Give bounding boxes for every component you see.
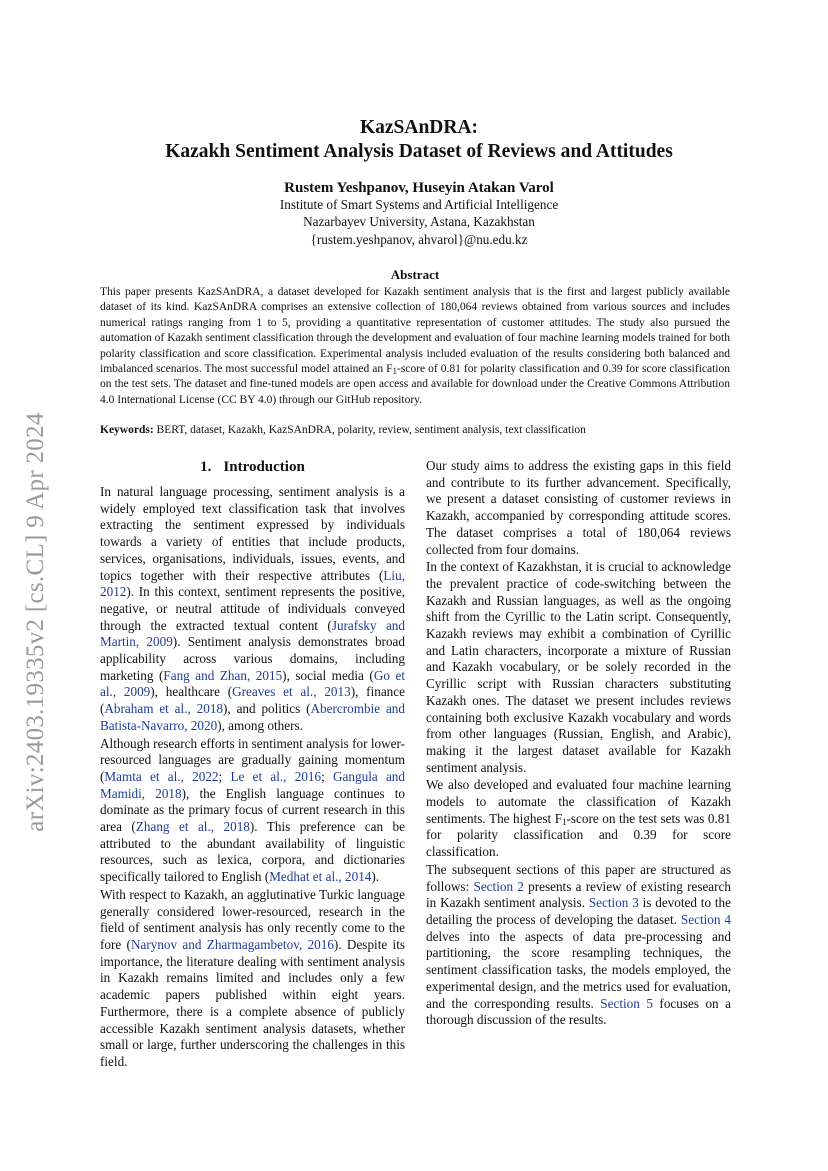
intro-paragraph-3 [100,887,405,1071]
affiliation-emails: {rustem.yeshpanov, ahvarol}@nu.edu.kz [310,231,528,247]
citation-link[interactable]: Abercrombie and Batista-Navarro, 2020 [100,701,405,733]
paper-title [60,116,778,164]
text-run: is devoted to the detailing the process of developing the dataset. [426,895,731,927]
text-run: -score on the test sets was 0.81 for polarity classification and 0.39 for score classification. [426,810,731,860]
text-run: ). [371,869,380,885]
affiliation-university: Nazarbayev University, Astana, Kazakhstan [303,214,535,230]
text-run: ). In this context, sentiment represents the positive, negative, or neutral attitude of individuals conveyed through the extracted textual content ( [100,584,405,633]
section-heading [100,458,405,476]
intro-paragraph-4: Our study aims to address the existing gaps in this field and contribute to its further advancement. Specifically, we present a dataset consisting of customer reviews in Kazakh, accompanied by corresponding attitude scores. The dataset comprises a total of 180,064 reviews collected from four domains. [426,458,731,557]
text-run: ), social media ( [282,667,374,683]
text-run: ). Despite its importance, the literature dealing with sentiment analysis in Kazakh remains limited and includes only a few academic papers published within eight years. Furthermore, there is a complete absence of publicly accessible Kazakh sentiment analysis datasets, whether small or large, further underscoring the challenges in this field. [100,936,405,1069]
keywords-label: Keywords: [100,424,154,436]
citation-link[interactable]: Mamta et al., 2022 [104,768,219,784]
arxiv-stamp-text: arXiv:2403.19335v2 [cs.CL] 9 Apr 2024 [22,412,49,832]
citation-link[interactable]: Medhat et al., 2014 [269,869,372,885]
intro-paragraph-2 [100,736,405,886]
citation-link[interactable]: Zhang et al., 2018 [135,819,250,835]
text-run: ; [321,768,334,784]
keywords-text: BERT, dataset, Kazakh, KazSAnDRA, polarity, review, sentiment analysis, text classification [153,424,586,436]
left-column [100,458,405,1072]
abstract-subscript: 1 [392,366,398,377]
text-run: With respect to Kazakh, an agglutinative Turkic language generally considered lower-resourced, research in the field of sentiment analysis has only recently come to the fore ( [100,886,405,952]
intro-paragraph-5: In the context of Kazakhstan, it is crucial to acknowledge the prevalent practice of code-switching between the Kazakh and Russian languages, as well as the ongoing shift from the Cyrillic to the Latin script. Consequently, Kazakh reviews may exhibit a combination of Cyrillic and Latin characters, incorporate a mixture of Russian and Kazakh vocabulary, or be solely recorded in the Cyrillic script with Russian characters substituting Kazakh ones. The dataset we present includes reviews containing both exclusive Kazakh vocabulary and words from other languages (Russian, English, and Arabic), making it the largest dataset available for Kazakh sentiment analysis. [426,559,731,775]
section-title: Introduction [223,459,305,475]
citation-link[interactable]: Gangula and Mamidi, 2018 [100,768,405,801]
title-line-1: KazSAnDRA: [359,117,479,138]
intro-paragraph-1 [100,484,405,735]
section-5-link[interactable]: Section 5 [600,995,653,1011]
section-2-link[interactable]: Section 2 [473,878,524,894]
section-3-link[interactable]: Section 3 [588,895,639,911]
text-run: presents a review of existing research in Kazakh sentiment analysis. [426,878,731,911]
citation-link[interactable]: Liu, 2012 [100,567,405,600]
citation-link[interactable]: Go et al., 2009 [100,667,405,700]
citation-link[interactable]: Fang and Zhan, 2015 [163,667,283,683]
citation-link[interactable]: Abraham et al., 2018 [104,701,224,717]
citation-link[interactable]: Greaves et al., 2013 [232,684,351,700]
text-run: ), the English language continues to dominate as the primary focus of current research in this area ( [100,785,405,835]
text-run: ; [218,768,231,784]
text-run: We also developed and evaluated four machine learning models to automate the classification of Kazakh sentiments. The highest F [426,777,731,826]
subscript: 1 [562,816,567,827]
text-run: ). Sentiment analysis demonstrates broad applicability across various domains, including marketing ( [100,634,405,683]
section-number: 1. [200,459,212,475]
title-line-2: Kazakh Sentiment Analysis Dataset of Reviews and Attitudes [165,141,673,162]
text-run: In natural language processing, sentiment analysis is a widely employed text classification task that involves extracting the sentiment expressed by individuals towards a variety of entities that include products, services, organisations, individuals, issues, events, and topics together with their respective attributes ( [100,484,405,583]
text-run: ), finance ( [100,684,405,717]
citation-link[interactable]: Le et al., 2016 [230,768,322,784]
text-run: ), and politics ( [223,701,311,717]
intro-paragraph-7 [426,862,731,1029]
text-run: delves into the aspects of data pre-processing and partitioning, the score resampling techniques, the sentiment classification tasks, the models employed, the experimental design, and the metrics used for evaluation, and the corresponding results. [426,928,731,1011]
arxiv-stamp [20,372,52,872]
affiliation [60,196,778,248]
citation-link[interactable]: Narynov and Zharmagambetov, 2016 [130,936,334,952]
text-run: ). This preference can be attributed to the abundant availability of linguistic resources, such as lexica, corpora, and dictionaries specifically tailored to English ( [100,819,405,885]
text-run: Although research efforts in sentiment analysis for lower-resourced languages are gradually gaining momentum ( [100,735,405,784]
keywords [100,423,730,438]
abstract-heading: Abstract [390,267,440,282]
intro-paragraph-6 [426,777,731,861]
text-run: The subsequent sections of this paper are structured as follows: [426,861,731,894]
affiliation-institute: Institute of Smart Systems and Artificial Intelligence [279,197,559,212]
authors: Rustem Yeshpanov, Huseyin Atakan Varol [284,180,554,196]
abstract-part-1: This paper presents KazSAnDRA, a dataset developed for Kazakh sentiment analysis that is the first and largest publicly available dataset of its kind. KazSAnDRA comprises an extensive collection of 180,064 reviews obtained from various sources and includes numerical ratings ranging from 1 to 5, providing a quantitative representation of customer attitudes. The study also pursued the automation of Kazakh sentiment classification through the development and evaluation of four machine learning models trained for both polarity classification and score classification. Experimental analysis included evaluation of the results considering both balanced and imbalanced scenarios. The most successful model attained an F [100,286,730,376]
text-run: focuses on a thorough discussion of the results. [426,995,731,1028]
text-run: ), among others. [217,717,303,733]
text-run: ), healthcare ( [150,684,233,700]
citation-link[interactable]: Jurafsky and Martin, 2009 [100,617,405,650]
abstract-text [100,285,730,408]
section-4-link[interactable]: Section 4 [680,911,731,927]
right-column [426,458,731,1030]
abstract-part-2: -score of 0.81 for polarity classification and 0.39 for score classification on the test sets. The dataset and fine-tuned models are open access and available for download under the Creative Commons Attribution 4.0 International License (CC BY 4.0) through our GitHub repository. [100,363,730,406]
